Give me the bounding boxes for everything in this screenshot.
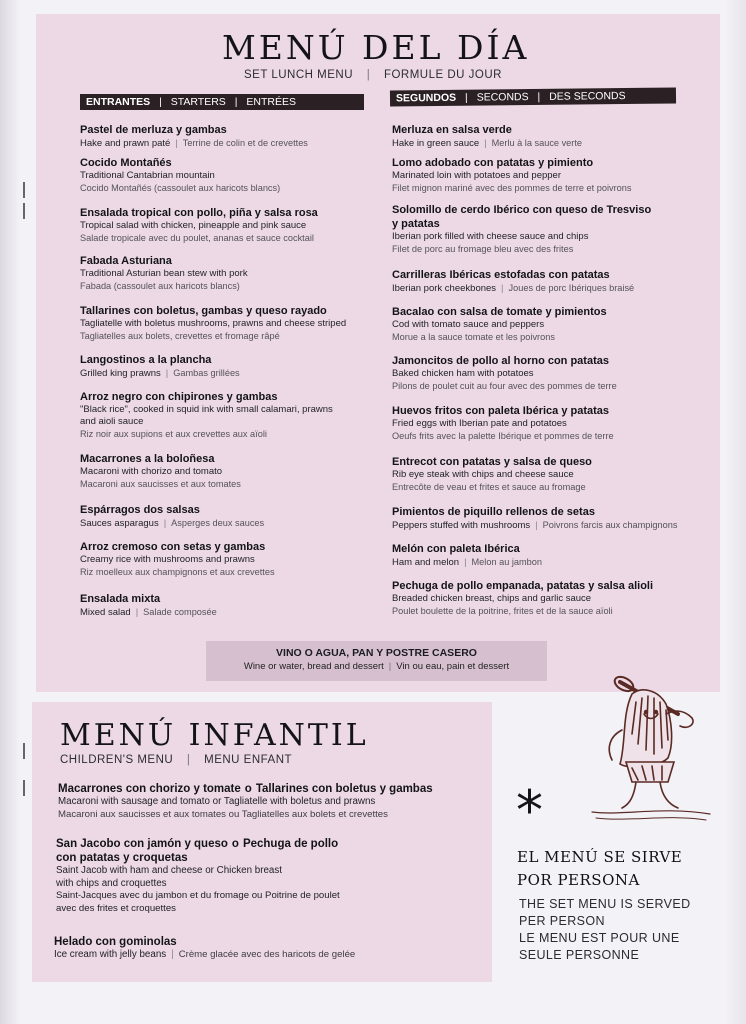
dish-en: Traditional Asturian bean stew with pork bbox=[80, 268, 248, 279]
list-item bbox=[392, 505, 677, 532]
dish-fr: Riz moelleux aux champignons et aux crevettes bbox=[80, 567, 275, 577]
subtitle-fr: FORMULE DU JOUR bbox=[383, 69, 502, 81]
dish-name: Merluza en salsa verde bbox=[392, 124, 512, 136]
dish-fr: Poulet boulette de la poitrine, frites et de la sauce aïoli bbox=[392, 606, 613, 616]
dish-fr: Filet mignon mariné avec des pommes de terre et poivrons bbox=[392, 183, 632, 193]
dish-en: and aioli sauce bbox=[80, 416, 144, 427]
dish-name: Melón con paleta Ibérica bbox=[392, 543, 520, 555]
per-person-fr-line: SEULE PERSONNE bbox=[519, 948, 640, 962]
dish-name: con patatas y croquetas bbox=[56, 852, 188, 864]
dish-name bbox=[56, 837, 340, 851]
separator: | bbox=[175, 138, 178, 149]
dish-fr: Salade composée bbox=[143, 607, 217, 617]
dish-name: Bacalao con salsa de tomate y pimientos bbox=[392, 306, 607, 318]
dish-option-b: Pechuga de pollo bbox=[242, 838, 339, 850]
included-items-box bbox=[206, 641, 547, 681]
dish-en: Macaroni with chorizo and tomato bbox=[80, 466, 223, 477]
dish-fr: Poivrons farcis aux champignons bbox=[542, 520, 678, 530]
separator: | bbox=[159, 96, 162, 108]
dish-fr: Gambas grillées bbox=[173, 368, 240, 378]
dish-en: Creamy rice with mushrooms and prawns bbox=[80, 554, 255, 565]
list-item bbox=[80, 503, 264, 530]
list-item bbox=[56, 837, 340, 915]
segundos-label: SEGUNDOS bbox=[395, 91, 457, 105]
per-person-heading bbox=[517, 846, 682, 892]
included-title: VINO O AGUA, PAN Y POSTRE CASERO bbox=[276, 647, 477, 659]
dish-en: Tropical salad with chicken, pineapple and pink sauce bbox=[80, 220, 307, 231]
dish-name: Ensalada tropical con pollo, piña y salsa rosa bbox=[80, 207, 318, 219]
separator: | bbox=[464, 91, 468, 104]
dish-fr: Riz noir aux supions et aux crevettes aux aïoli bbox=[80, 429, 267, 439]
kids-menu-title: MENÚ INFANTIL bbox=[60, 718, 369, 753]
dish-en: Rib eye steak with chips and cheese sauce bbox=[392, 469, 574, 480]
dish-fr: Asperges deux sauces bbox=[171, 518, 265, 528]
asterisk-icon: * bbox=[516, 779, 543, 842]
dish-en: Iberian pork cheekbones bbox=[392, 283, 497, 294]
per-person-fr-line: LE MENU EST POUR UNE bbox=[519, 931, 680, 945]
page-subtitle bbox=[244, 69, 502, 81]
entrantes-header bbox=[80, 94, 364, 110]
per-person-en-line: THE SET MENU IS SERVED bbox=[519, 897, 691, 911]
dish-en: Hake in green sauce bbox=[392, 138, 480, 149]
separator: | bbox=[186, 754, 191, 766]
dish-en: Marinated loin with potatoes and pepper bbox=[392, 170, 562, 181]
per-person-heading-line: EL MENÚ SE SIRVE bbox=[517, 848, 683, 866]
des-seconds-label: DES SECONDS bbox=[549, 90, 626, 103]
separator: | bbox=[464, 557, 467, 568]
separator: | bbox=[163, 518, 167, 529]
dish-en: "Black rice", cooked in squid ink with small calamari, prawns bbox=[80, 404, 333, 415]
separator: | bbox=[171, 949, 174, 960]
dish-fr: Fabada (cassoulet aux haricots blancs) bbox=[80, 281, 240, 291]
segundos-header bbox=[390, 88, 676, 107]
separator: | bbox=[135, 607, 139, 618]
dish-name: Pechuga de pollo empanada, patatas y salsa alioli bbox=[392, 580, 654, 592]
dish-name: Huevos fritos con paleta Ibérica y patatas bbox=[392, 405, 610, 417]
dish-en: Sauces asparagus bbox=[80, 518, 159, 529]
list-item bbox=[80, 254, 248, 292]
separator: | bbox=[366, 69, 371, 81]
dish-name: Macarrones a la boloñesa bbox=[80, 453, 215, 465]
dish-option-a: Macarrones con chorizo y tomate bbox=[58, 783, 241, 795]
dish-name: Ensalada mixta bbox=[80, 593, 161, 605]
separator: | bbox=[388, 661, 392, 672]
dish-option-a: San Jacobo con jamón y queso bbox=[56, 838, 228, 850]
dish-fr: Joues de porc Ibériques braisé bbox=[508, 283, 635, 293]
dish-name: Pimientos de piquillo rellenos de setas bbox=[392, 506, 595, 518]
list-item bbox=[392, 123, 582, 150]
dish-en: Tagliatelle with boletus mushrooms, prawns and cheese striped bbox=[80, 318, 347, 329]
dish-fr: Macaroni aux saucisses et aux tomates ou Tagliatelles aux bolets et crevettes bbox=[58, 808, 388, 820]
per-person-translation bbox=[519, 896, 691, 964]
list-item bbox=[58, 782, 433, 821]
kids-subtitle-en: CHILDREN'S MENU bbox=[60, 754, 174, 766]
list-item bbox=[392, 268, 634, 295]
per-person-heading-line: POR PERSONA bbox=[517, 871, 640, 889]
list-item bbox=[392, 305, 607, 343]
dish-en: Mixed salad bbox=[80, 607, 131, 618]
list-item bbox=[80, 123, 308, 150]
list-item bbox=[392, 156, 632, 194]
dish-fr: Crème glacée avec des haricots de gelée bbox=[178, 949, 356, 960]
dish-en: Cod with tomato sauce and peppers bbox=[392, 319, 545, 330]
separator: | bbox=[501, 283, 504, 294]
list-item bbox=[80, 452, 241, 490]
dish-en: Ham and melon bbox=[392, 557, 460, 568]
list-item bbox=[80, 353, 240, 380]
dish-en: Hake and prawn paté bbox=[80, 138, 171, 149]
dish-fr: Saint-Jacques avec du jambon et du fromage ou Poitrine de poulet bbox=[56, 890, 340, 901]
per-person-en-line: PER PERSON bbox=[519, 914, 605, 928]
dish-fr: Oeufs frits avec la palette Ibérique et pommes de terre bbox=[392, 431, 614, 441]
dish-fr: Filet de porc au fromage bleu avec des frites bbox=[392, 244, 574, 254]
dish-fr: Merlu à la sauce verte bbox=[491, 138, 582, 148]
dish-fr: Morue a la sauce tomate et les poivrons bbox=[392, 332, 555, 342]
included-subtitle bbox=[206, 661, 547, 672]
dish-en: Ice cream with jelly beans bbox=[54, 949, 167, 960]
list-item bbox=[392, 203, 651, 255]
dish-en: Saint Jacob with ham and cheese or Chicken breast bbox=[56, 865, 282, 876]
dish-name: Espárragos dos salsas bbox=[80, 504, 200, 516]
dish-name: y patatas bbox=[392, 218, 440, 230]
included-en: Wine or water, bread and dessert bbox=[243, 661, 384, 672]
list-item bbox=[392, 455, 592, 493]
seconds-label: SECONDS bbox=[476, 91, 529, 104]
kids-menu-subtitle bbox=[60, 754, 292, 766]
dish-en: Macaroni with sausage and tomato or Tagliatelle with boletus and prawns bbox=[58, 796, 376, 807]
dish-name: Helado con gominolas bbox=[54, 936, 177, 948]
dish-fr: Salade tropicale avec du poulet, ananas et sauce cocktail bbox=[80, 233, 314, 243]
list-item bbox=[392, 542, 542, 569]
kids-subtitle-fr: MENU ENFANT bbox=[204, 754, 293, 766]
caveman-with-club-illustration bbox=[582, 674, 717, 826]
dish-fr: Cocido Montañés (cassoulet aux haricots blancs) bbox=[80, 183, 281, 193]
dish-en: with chips and croquettes bbox=[56, 877, 167, 889]
list-item bbox=[392, 354, 617, 392]
dish-name: Lomo adobado con patatas y pimiento bbox=[392, 157, 594, 169]
dish-name: Cocido Montañés bbox=[80, 157, 172, 169]
dish-en: Baked chicken ham with potatoes bbox=[392, 368, 534, 379]
separator: | bbox=[234, 96, 238, 108]
separator: | bbox=[165, 368, 169, 379]
dish-en: Peppers stuffed with mushrooms bbox=[392, 520, 531, 531]
separator: | bbox=[535, 520, 538, 531]
dish-fr: avec des frites et croquettes bbox=[56, 902, 176, 914]
page-title: MENÚ DEL DÍA bbox=[222, 28, 530, 67]
starters-label: STARTERS bbox=[170, 96, 226, 108]
dish-name: Tallarines con boletus, gambas y queso rayado bbox=[80, 305, 327, 317]
dish-name: Jamoncitos de pollo al horno con patatas bbox=[392, 355, 609, 367]
dish-en: Iberian pork filled with cheese sauce and chips bbox=[392, 231, 589, 242]
dish-en: Breaded chicken breast, chips and garlic sauce bbox=[392, 593, 592, 604]
list-item bbox=[54, 935, 355, 962]
dish-name: Langostinos a la plancha bbox=[80, 354, 212, 366]
dish-name: Entrecot con patatas y salsa de queso bbox=[392, 456, 592, 468]
list-item bbox=[80, 592, 217, 619]
dish-name: Fabada Asturiana bbox=[80, 255, 172, 267]
list-item bbox=[80, 156, 280, 194]
separator: | bbox=[484, 138, 487, 149]
dish-option-b: Tallarines con boletus y gambas bbox=[255, 783, 433, 795]
entrees-label: ENTRÉES bbox=[246, 96, 296, 108]
list-item bbox=[80, 390, 333, 440]
dish-en: Grilled king prawns bbox=[80, 368, 161, 379]
dish-fr: Melon au jambon bbox=[471, 557, 543, 567]
dish-name: Pastel de merluza y gambas bbox=[80, 124, 227, 136]
list-item bbox=[80, 206, 318, 244]
included-fr: Vin ou eau, pain et dessert bbox=[396, 661, 510, 672]
or-label: o bbox=[231, 838, 239, 850]
list-item bbox=[80, 304, 346, 342]
list-item bbox=[392, 404, 614, 442]
dish-name bbox=[58, 782, 433, 796]
list-item bbox=[392, 579, 653, 617]
separator: | bbox=[537, 90, 541, 103]
dish-name: Arroz negro con chipirones y gambas bbox=[80, 391, 278, 403]
list-item bbox=[80, 540, 275, 578]
dish-en: Traditional Cantabrian mountain bbox=[80, 170, 215, 181]
dish-fr: Pilons de poulet cuit au four avec des pommes de terre bbox=[392, 381, 617, 391]
or-label: o bbox=[244, 783, 252, 795]
dish-fr: Terrine de colin et de crevettes bbox=[182, 138, 308, 148]
dish-fr: Macaroni aux saucisses et aux tomates bbox=[80, 479, 241, 489]
dish-en: Fried eggs with Iberian pate and potatoes bbox=[392, 418, 567, 429]
entrantes-label: ENTRANTES bbox=[86, 96, 151, 108]
dish-name: Arroz cremoso con setas y gambas bbox=[80, 541, 266, 553]
dish-name: Solomillo de cerdo Ibérico con queso de Tresviso bbox=[392, 204, 652, 216]
dish-name: Carrilleras Ibéricas estofadas con patatas bbox=[392, 269, 610, 281]
dish-fr: Tagliatelles aux bolets, crevettes et fromage râpé bbox=[80, 331, 280, 341]
dish-fr: Entrecôte de veau et frites et sauce au fromage bbox=[392, 482, 586, 492]
subtitle-es: SET LUNCH MENU bbox=[244, 69, 354, 81]
